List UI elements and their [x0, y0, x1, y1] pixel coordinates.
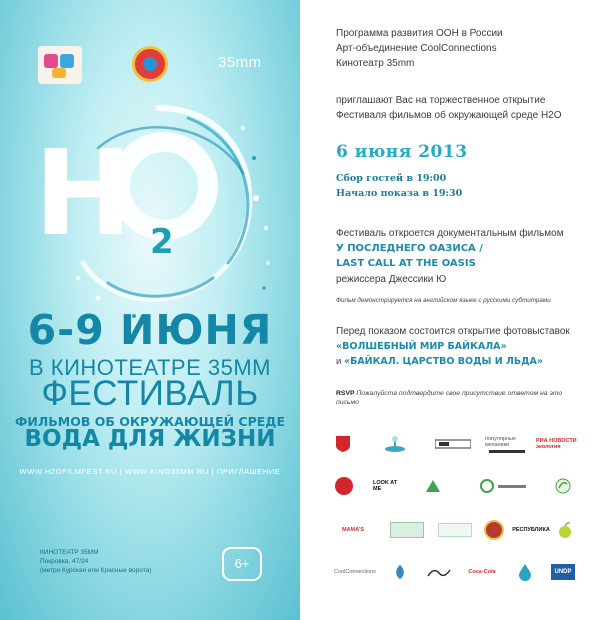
green-box-logo: [389, 520, 425, 540]
organizer-line: Кинотеатр 35mm: [336, 58, 415, 69]
invite-line: приглашают Вас на торжественное открытие: [336, 95, 546, 106]
coca-cola-logo: Coca-Cola: [468, 569, 496, 575]
kino-35mm-logo: [218, 54, 262, 71]
subtitles-note: Фильм демонстрируется на английском языке с русскими субтитрами: [336, 297, 551, 304]
sponsor-row: [333, 434, 578, 464]
film-title: [336, 241, 483, 271]
poster-films-subtitle: ФИЛЬМОВ ОБ ОКРУЖАЮЩЕЙ СРЕДЕ: [15, 414, 285, 429]
round-emblem-logo: [132, 46, 168, 82]
rsvp-text: Пожалуйста подтвердите свое присутствие ответом на это письмо: [336, 390, 563, 406]
event-date: 6 июня 2013: [336, 142, 468, 162]
photo-and: и: [336, 356, 344, 367]
blue-figure-logo: [389, 562, 411, 582]
ria-novosti-logo: РИА НОВОСТИ экология: [536, 438, 577, 450]
address-line: (метро Курская или Красные ворота): [40, 567, 152, 574]
poster-cinema: В КИНОТЕАТРЕ 35ММ: [28, 355, 271, 380]
logo-35mm-text: 35mm: [218, 54, 262, 71]
photo-exhibit-2: «БАЙКАЛ. ЦАРСТВО ВОДЫ И ЛЬДА»: [343, 356, 544, 367]
film-title-ru: У ПОСЛЕДНЕГО ОАЗИСА /: [336, 243, 483, 254]
event-times: [336, 171, 462, 201]
red-circle-logo: [333, 476, 355, 496]
venue-address: [40, 548, 151, 575]
apple-logo: [555, 520, 575, 540]
invite-line: Фестиваля фильмов об окружающей среде H2O: [336, 110, 562, 121]
poster-slogan: ВОДА ДЛЯ ЖИЗНИ: [24, 426, 276, 452]
start-time: Начало показа в 19:30: [336, 188, 463, 199]
green-leaf-logo: [553, 476, 573, 496]
water-drop-logo: [515, 562, 535, 582]
kids-festival-logo: [38, 46, 82, 84]
invitation-text: [336, 93, 596, 123]
poster-urls[interactable]: WWW.H2OFILMFEST.RU | WWW.KINO35MM.RU | ПРИГЛАШЕНИЕ: [19, 467, 281, 476]
undp-text: UNDP: [551, 564, 574, 580]
coolconnections-logo: CoolConnections: [334, 569, 376, 575]
age-rating-badge: 6+: [222, 547, 262, 581]
organizer-line: Арт-объединение CoolConnections: [336, 43, 497, 54]
popular-mechanics-text: популярные механики: [485, 435, 516, 448]
sponsor-row: [333, 520, 578, 550]
poster-festival: ФЕСТИВАЛЬ: [41, 374, 259, 413]
poster-dates: 6-9 ИЮНЯ: [27, 306, 273, 354]
organizer-line: Программа развития ООН в России: [336, 28, 503, 39]
look-at-me-logo: LOOK AT ME: [373, 480, 398, 492]
pale-box-logo: [437, 520, 473, 540]
script-logo: [425, 562, 453, 582]
photo-intro: Перед показом состоится открытие фотовыставок: [336, 326, 570, 337]
green-ring-logo: [478, 476, 528, 496]
film-director: режиссера Джессики Ю: [336, 274, 447, 285]
round-seal-logo: [483, 520, 505, 540]
green-arrow-logo: [423, 476, 443, 496]
popular-mechanics-logo: [485, 434, 529, 454]
organizers: [336, 26, 596, 71]
subscript-two: 2: [150, 222, 174, 262]
photo-exhibit-2-line: [336, 354, 543, 369]
undp-logo: [551, 562, 575, 582]
moscow-emblem-logo: [333, 434, 353, 454]
film-title-en: LAST CALL AT THE OASIS: [336, 258, 476, 269]
h-letter: H: [34, 124, 127, 262]
gather-time: Сбор гостей в 19:00: [336, 173, 447, 184]
mamas-logo: MAMA'S: [341, 527, 365, 533]
address-line: КИНОТЕАТР 35ММ: [40, 549, 99, 556]
rsvp-label: RSVP: [336, 390, 355, 397]
address-line: Покровка, 47/24: [40, 558, 89, 565]
fountain-logo: [383, 434, 407, 454]
invitation-text-panel: [300, 0, 600, 620]
respublika-logo: РЕСПУБЛИКА: [512, 527, 550, 533]
sponsor-row: [333, 562, 578, 592]
photo-exhibit-1: «ВОЛШЕБНЫЙ МИР БАЙКАЛА»: [336, 341, 507, 352]
monochrome-sponsor-logo: [433, 434, 473, 454]
documentary-intro: Фестиваль откроется документальным фильмом: [336, 228, 564, 239]
sponsor-row: [333, 476, 578, 506]
rsvp-note: [336, 389, 586, 407]
